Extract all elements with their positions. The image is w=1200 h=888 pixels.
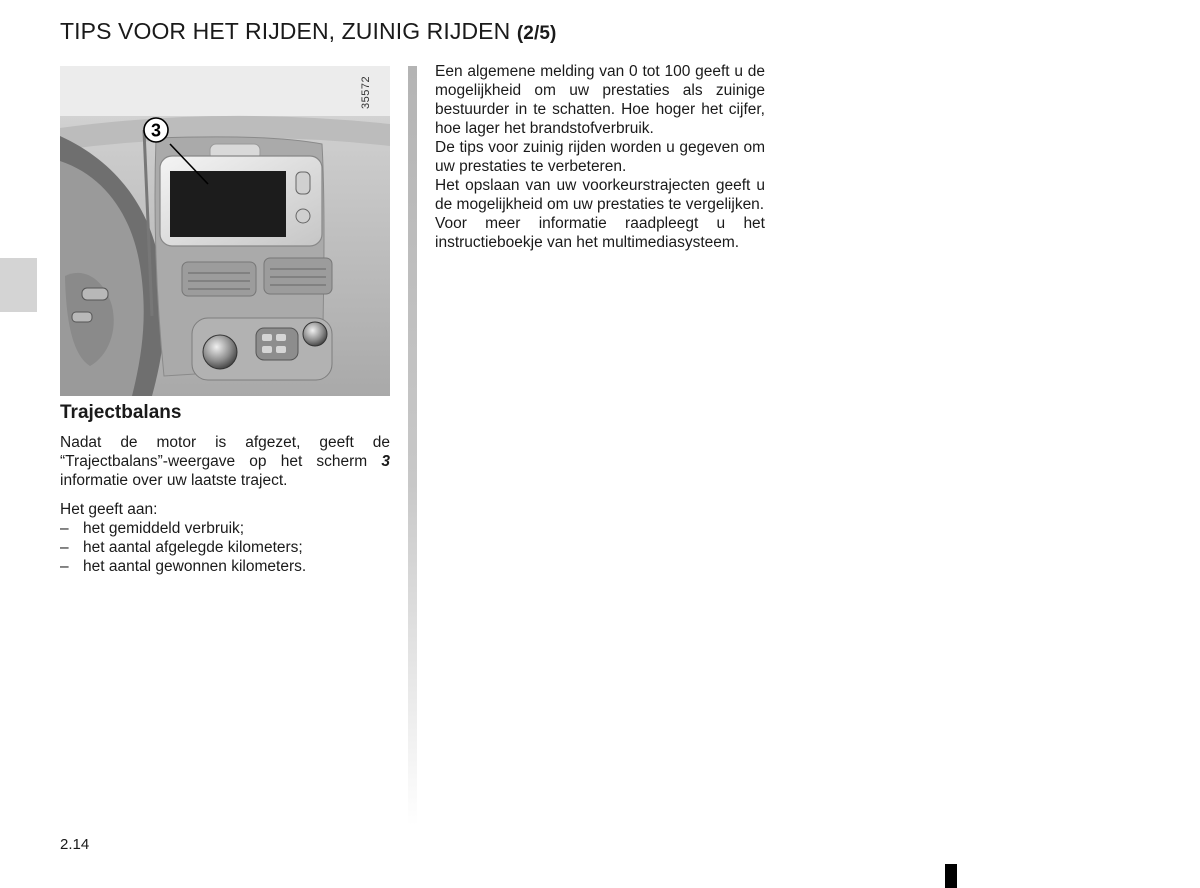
list-item (60, 538, 390, 557)
list-dash: – (60, 558, 69, 575)
page-title-suffix: (2/5) (516, 23, 557, 44)
info-list (60, 519, 390, 576)
page-title (60, 18, 556, 45)
list-item (60, 557, 390, 576)
callout-number: 3 (150, 120, 162, 141)
screen-reference: 3 (381, 453, 390, 470)
left-column (60, 433, 390, 576)
paragraph-tips: De tips voor zuinig rijden worden u gegeven om uw prestaties te verbeteren. (435, 139, 765, 175)
paragraph-rating: Een algemene melding van 0 tot 100 geeft u de mogelijkheid om uw prestaties als zuinige bestuurder in te schatten. Hoe hoger het cijfer, hoe lager het brandstofverbruik. (435, 63, 765, 137)
list-item-text: het aantal gewonnen kilometers. (83, 558, 307, 575)
page-title-text: TIPS VOOR HET RIJDEN, ZUINIG RIJDEN (60, 18, 511, 44)
list-item-text: het gemiddeld verbruik; (83, 520, 245, 537)
page-edge-marker (945, 864, 957, 888)
intro-text-end: informatie over uw laatste traject. (60, 472, 288, 489)
list-item (60, 519, 390, 538)
list-item-text: het aantal afgelegde kilometers; (83, 539, 303, 556)
intro-paragraph (60, 433, 390, 490)
paragraph-routes: Het opslaan van uw voorkeurstrajecten geeft u de mogelijkheid om uw prestaties te vergelijken. (435, 177, 765, 213)
column-divider (408, 66, 417, 826)
intro-text-start: Nadat de motor is afgezet, geeft de “Trajectbalans”-weergave op het scherm (60, 434, 390, 470)
list-dash: – (60, 520, 69, 537)
figure-code: 35572 (360, 75, 372, 109)
list-intro: Het geeft aan: (60, 501, 158, 518)
section-heading: Trajectbalans (60, 402, 182, 423)
right-column (435, 62, 765, 252)
chapter-tab (0, 258, 37, 312)
page-number: 2.14 (60, 836, 90, 853)
list-dash: – (60, 539, 69, 556)
paragraph-more-info: Voor meer informatie raadpleegt u het instructieboekje van het multimediasysteem. (435, 215, 765, 251)
dashboard-illustration (60, 66, 390, 396)
